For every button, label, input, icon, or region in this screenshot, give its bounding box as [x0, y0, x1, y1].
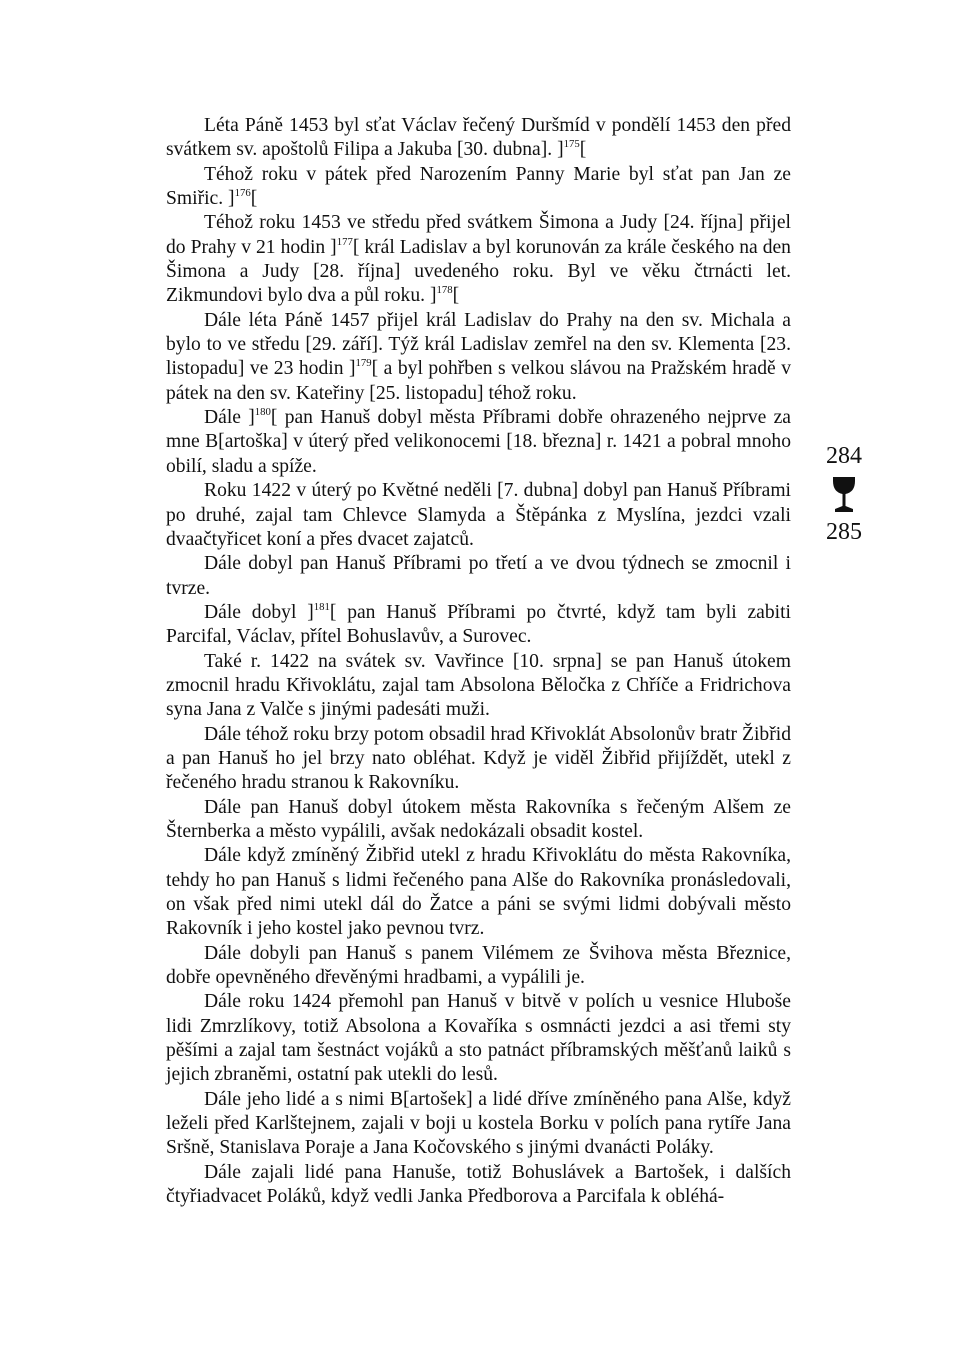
paragraph: [166, 552, 791, 601]
paragraph: [166, 1161, 791, 1210]
folio-marker: 175: [563, 138, 580, 151]
paragraph: [166, 942, 791, 991]
paragraph: [166, 114, 791, 163]
folio-marker: 179: [355, 357, 372, 370]
text-segment: Roku 1422 v úterý po Květné neděli [7. dubna] dobyl pan Hanuš Příbrami po druhé, zajal tam Chlevce Slamyda a Štěpánka z Myslína, jezdci vzali dvaačtyřicet koní a přes dvacet zajatců.: [166, 480, 791, 550]
paragraph: [166, 406, 791, 479]
folio-marker: 177: [336, 235, 353, 248]
text-segment: [ pan Hanuš Příbrami po čtvrté, když tam byli zabiti Parcifal, Václav, přítel Bohuslavův, a Surovec.: [166, 601, 791, 648]
text-segment: Dále zajali lidé pana Hanuše, totiž Bohuslávek a Bartošek, i dalších čtyřiadvacet Poláků, když vedli Janka Předborova a Parcifala k obléhá-: [166, 1161, 791, 1208]
text-segment: Téhož roku 1453 ve středu před svátkem Šimona a Judy [24. října] přijel do Prahy v 21 hodin ]: [166, 212, 791, 258]
paragraph: [166, 796, 791, 845]
paragraph: [166, 844, 791, 941]
paragraph: [166, 309, 791, 406]
paragraph: [166, 650, 791, 723]
text-segment: Dále ]: [204, 407, 255, 429]
text-segment: [ král Ladislav a byl korunován za krále českého na den Šimona a Judy [28. října] uvedeného roku. Byl ve věku čtrnácti let. Zikmundovi bylo dva a půl roku. ]: [166, 236, 791, 307]
text-segment: Dále pan Hanuš dobyl útokem města Rakovníka s řečeným Alšem ze Šternberka a město vypálili, avšak nedokázali obsadit kostel.: [166, 796, 791, 842]
text-segment: Dále dobyl ]: [204, 601, 314, 623]
paragraph: [166, 601, 791, 650]
folio-marker: 178: [436, 284, 453, 297]
text-segment: Dále téhož roku brzy potom obsadil hrad Křivoklát Absolonův bratr Žibřid a pan Hanuš ho jel brzy nato obléhat. Když je viděl Žibřid přijíždět, utekl z řečeného hradu stranou k Rakovníku.: [166, 723, 791, 794]
text-segment: Také r. 1422 na svátek sv. Vavřince [10. srpna] se pan Hanuš útokem zmocnil hradu Křivoklátu, zajal tam Absolona Běločka z Chříče a Fridrichova syna Jana z Valče s jinými padesáti muži.: [166, 650, 791, 721]
text-segment: Dále dobyli pan Hanuš s panem Vilémem ze Švihova města Březnice, dobře opevněného dřevěnými hradbami, a vypálili je.: [166, 942, 791, 989]
text-segment: [: [250, 188, 258, 210]
text-segment: Dále léta Páně 1457 přijel král Ladislav do Prahy na den sv. Michala a bylo to ve středu [29. září]. Týž král Ladislav zemřel na den sv. Klementa [23. listopadu] ve 23 hodin ]: [166, 309, 791, 380]
page-number-bottom: 285: [826, 519, 862, 545]
text-segment: [ a byl pohřben s velkou slávou na Pražském hradě v pátek na den sv. Kateřiny [25. listopadu] téhož roku.: [166, 358, 791, 404]
chalice-icon: [831, 476, 857, 514]
text-segment: [ pan Hanuš dobyl města Příbrami dobře ohrazeného nejprve za mne B[artoška] v úterý před velikonocemi [18. března] r. 1421 a pobral mnoho obilí, sladu a spíže.: [166, 407, 791, 477]
folio-marker: 176: [234, 186, 251, 199]
text-segment: Dále když zmíněný Žibřid utekl z hradu Křivoklátu do města Rakovníka, tehdy ho pan Hanuš s lidmi řečeného pana Alše do Rakovníka pronásledovali, on však před nimi utekl dál do Žatce a páni se svými lidmi dobývali město Rakovník i jeho kostel jako pevnou tvrz.: [166, 845, 791, 940]
margin-page-marker: [814, 442, 874, 546]
paragraph: [166, 479, 791, 552]
text-segment: [: [452, 285, 460, 307]
paragraph: [166, 1088, 791, 1161]
paragraph: [166, 990, 791, 1087]
page-number-top: 284: [826, 443, 862, 469]
text-segment: [: [579, 139, 587, 161]
main-text: [166, 114, 791, 1209]
folio-marker: 181: [313, 600, 330, 613]
text-segment: Dále dobyl pan Hanuš Příbrami po třetí a ve dvou týdnech se zmocnil i tvrze.: [166, 553, 791, 599]
text-segment: Dále roku 1424 přemohl pan Hanuš v bitvě v polích u vesnice Hluboše lidi Zmrzlíkovy, totiž Absolona a Kovaříka s osmnácti jezdci a asi třemi sty pěšími a zajal tam šestnáct vojáků a sto patnáct příbramských měšťanů laiků s jejich zbraněmi, ostatní pak utekli do lesů.: [166, 991, 791, 1086]
folio-marker: 180: [254, 406, 271, 419]
paragraph: [166, 723, 791, 796]
text-segment: Dále jeho lidé a s nimi B[artošek] a lidé dříve zmíněného pana Alše, když leželi před Karlštejnem, zajali v boji u kostela Borku v polích pana rytíře Jana Sršně, Stanislava Poraje a Jana Kočovského s jinými dvanácti Poláky.: [166, 1088, 791, 1159]
paragraph: [166, 211, 791, 308]
text-segment: Léta Páně 1453 byl sťat Václav řečený Duršmíd v pondělí 1453 den před svátkem sv. apoštolů Filipa a Jakuba [30. dubna]. ]: [166, 115, 791, 161]
paragraph: [166, 163, 791, 212]
text-segment: Téhož roku v pátek před Narozením Panny Marie byl sťat pan Jan ze Smiřic. ]: [166, 163, 791, 210]
